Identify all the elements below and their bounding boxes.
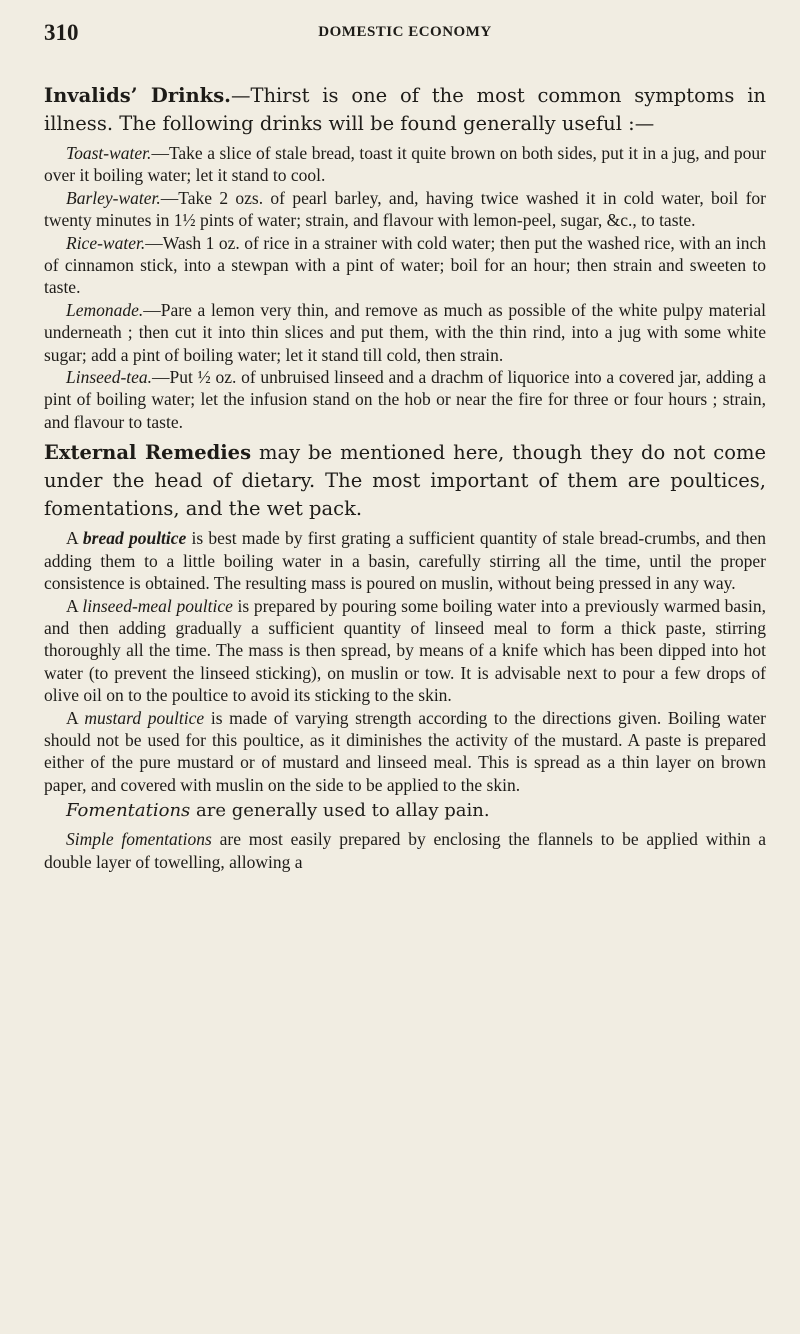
article: A [66,595,83,616]
recipe-name: Rice-water. [66,232,146,253]
simple-fomentations-paragraph [44,828,766,873]
recipe-linseed-tea [44,366,766,433]
recipe-name: Barley-water. [66,187,161,208]
fomentations-heading-line [66,798,766,824]
article: A [66,528,83,549]
page-number: 310 [44,20,79,45]
fomentations-text: are generally used to allay pain. [190,800,490,822]
article: A [66,707,85,728]
external-remedies-intro [44,439,766,523]
recipe-barley-water [44,187,766,232]
external-remedies-intro-text: may be mentioned here, though they do not come under the head of dietary. The most important of them are poultices, fomentations, and the wet pack. [44,441,766,521]
recipe-toast-water [44,142,766,187]
poultice-term: mustard poultice [84,707,205,728]
recipe-name: Linseed-tea. [66,367,153,388]
bread-poultice-paragraph [44,527,766,594]
recipe-text: —Take 2 ozs. of pearl barley, and, having twice washed it in cold water, boil for twenty minutes in 1½ pints of water; strain, and flavour with lemon-peel, sugar, &c., to taste. [44,187,766,231]
poultice-term: linseed-meal poultice [82,595,233,616]
poultice-text: is best made by first grating a sufficient quantity of stale bread-crumbs, and then adding them to a little boiling water in a basin, carefully stirring all the time, until the proper consistence is obtained. The resulting mass is poured on muslin, without being pressed in any way. [44,528,766,594]
running-head: DOMESTIC ECONOMY [318,24,492,40]
external-remedies-heading: External Remedies [44,441,252,465]
book-page [44,16,766,1326]
linseed-poultice-paragraph [44,595,766,707]
recipe-text: —Pare a lemon very thin, and remove as much as possible of the white pulpy material underneath ; then cut it into thin slices and put them, with the thin rind, into a jug with some white sugar; add a pint of boiling water; let it stand till cold, then strain. [44,299,766,365]
poultice-text: is prepared by pouring some boiling water into a previously warmed basin, and then adding gradually a sufficient quantity of linseed meal to form a thick paste, stirring thoroughly all the time. The mass is then spread, by means of a knife which has been dipped into hot water (to prevent the linseed sticking), on muslin or tow. It is advisable next to pour a few drops of olive oil on to the poultice to avoid its sticking to the skin. [44,595,766,706]
recipe-name: Toast-water. [66,143,152,163]
simple-fomentations-term: Simple fomentations [66,829,212,850]
page-header [44,16,766,56]
mustard-poultice-paragraph [44,707,766,797]
simple-fomentations-text: are most easily prepared by enclosing the flannels to be applied within a double layer of towelling, allowing a [44,829,766,872]
poultice-term: bread poultice [82,528,187,549]
recipe-text: —Wash 1 oz. of rice in a strainer with cold water; then put the washed rice, with an inch of cinnamon stick, into a stewpan with a pint of water; boil for an hour; then strain and sweeten to taste. [44,232,766,298]
fomentations-term: Fomentations [66,800,191,822]
invalids-drinks-intro [44,82,766,138]
poultice-text: is made of varying strength according to the directions given. Boiling water should not be used for this poultice, as it diminishes the activity of the mustard. A paste is prepared either of the pure mustard or of mustard and linseed meal. This is spread as a thin layer on brown paper, and covered with muslin on the side to be applied to the skin. [44,707,766,795]
recipe-lemonade [44,299,766,366]
recipe-text: —Take a slice of stale bread, toast it quite brown on both sides, put it in a jug, and pour over it boiling water; let it stand to cool. [44,143,766,186]
invalids-drinks-intro-text: —Thirst is one of the most common symptoms in illness. The following drinks will be found generally useful :— [44,84,766,135]
invalids-drinks-heading: Invalids’ Drinks. [44,84,231,107]
recipe-rice-water [44,232,766,299]
recipe-name: Lemonade. [66,299,144,320]
recipe-text: —Put ½ oz. of unbruised linseed and a drachm of liquorice into a covered jar, adding a pint of boiling water; let the infusion stand on the hob or near the fire for three or four hours ; strain, and flavour to taste. [44,367,766,432]
